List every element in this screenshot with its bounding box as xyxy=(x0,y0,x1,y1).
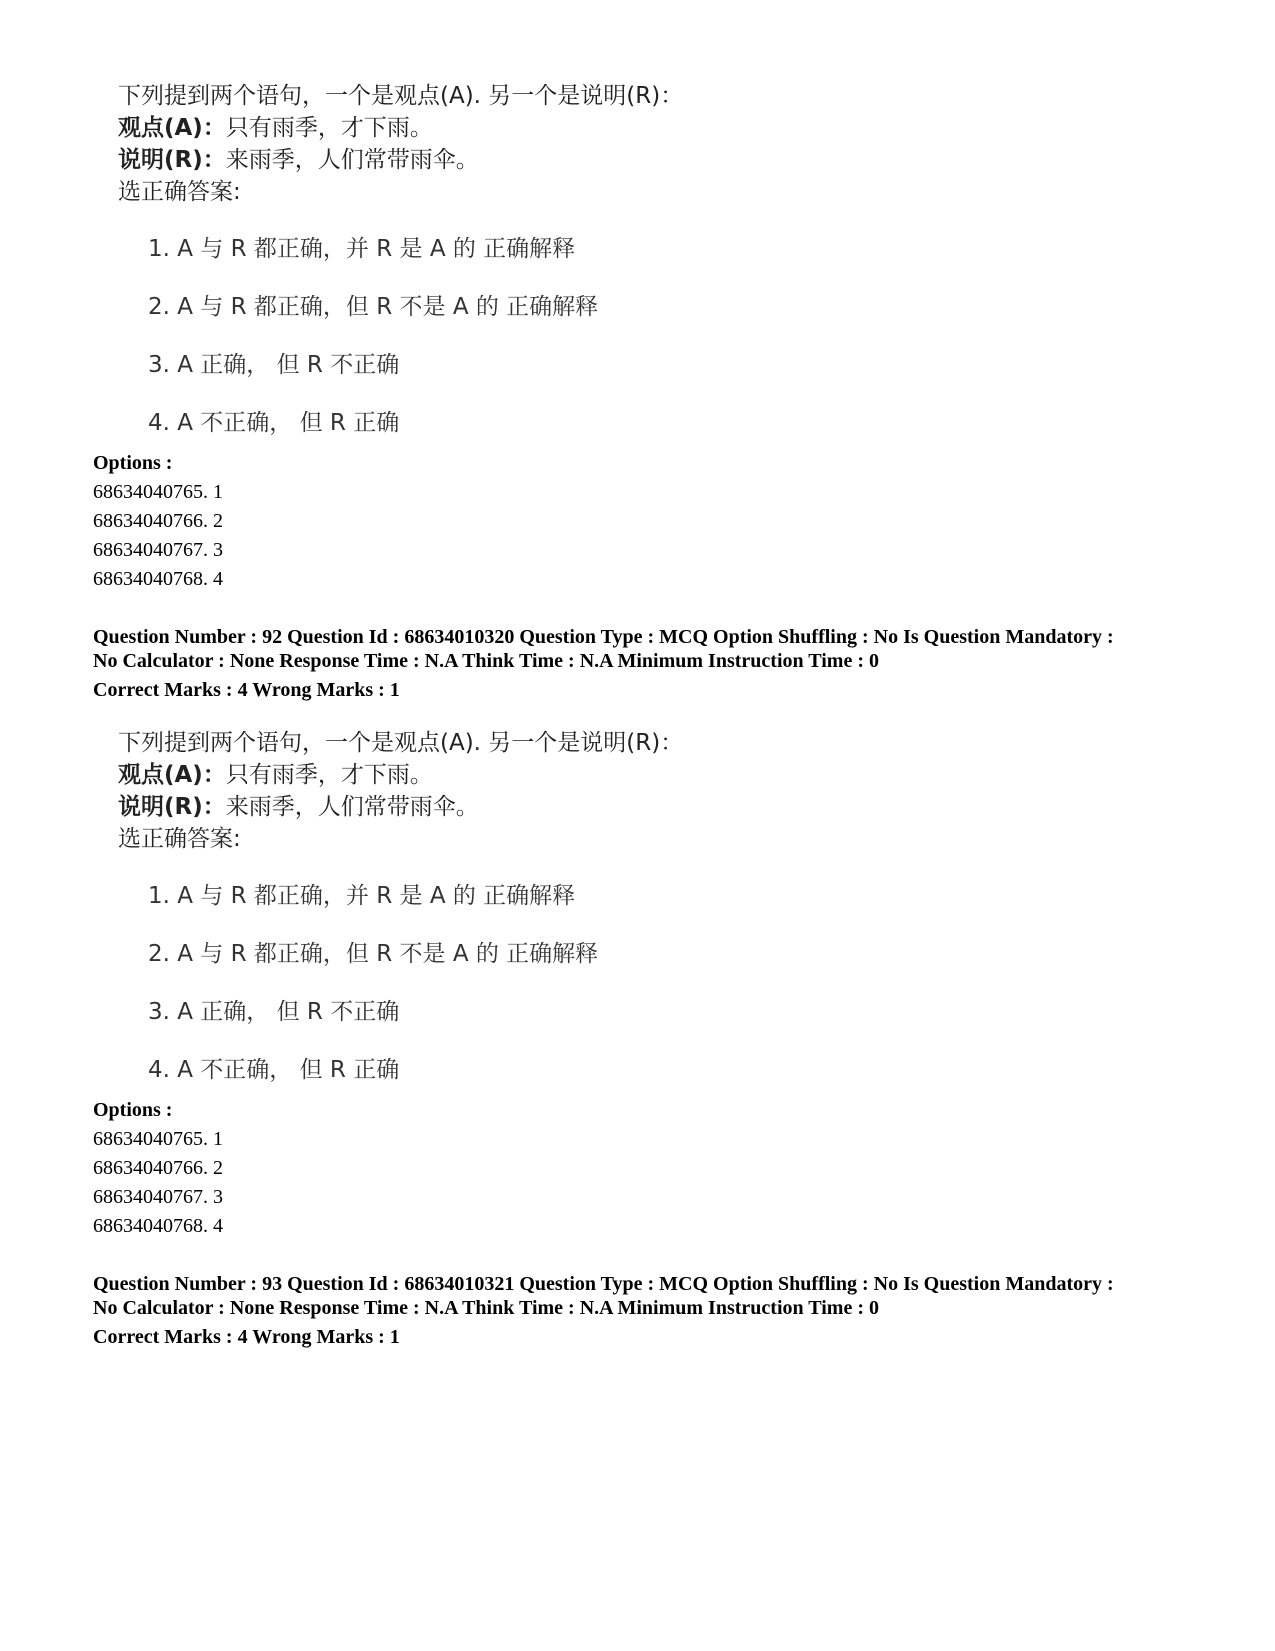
option-item: 68634040767. 3 xyxy=(93,539,223,561)
question-meta-line: No Calculator : None Response Time : N.A Think Time : N.A Minimum Instruction Time : 0 xyxy=(93,650,879,672)
assertion-line xyxy=(118,112,818,144)
reason-line xyxy=(118,144,818,176)
question-91-options xyxy=(93,449,693,594)
question-marks: Correct Marks : 4 Wrong Marks : 1 xyxy=(93,679,400,701)
options-title: Options : xyxy=(93,1099,173,1121)
question-prompt: 选正确答案: xyxy=(118,179,241,205)
question-93-header xyxy=(93,1272,1213,1349)
choice-item: 2. A 与 R 都正确，但 R 不是 A 的 正确解释 xyxy=(148,294,599,320)
question-92-image xyxy=(118,727,818,1111)
option-item: 68634040765. 1 xyxy=(93,481,223,503)
reason-text: 来雨季，人们常带雨伞。 xyxy=(225,794,479,820)
question-marks: Correct Marks : 4 Wrong Marks : 1 xyxy=(93,1326,400,1348)
choice-item: 2. A 与 R 都正确，但 R 不是 A 的 正确解释 xyxy=(148,941,599,967)
choice-list xyxy=(118,879,818,1111)
option-item: 68634040768. 4 xyxy=(93,568,223,590)
question-92-header xyxy=(93,625,1213,702)
option-item: 68634040765. 1 xyxy=(93,1128,223,1150)
option-item: 68634040768. 4 xyxy=(93,1215,223,1237)
choice-item: 3. A 正确， 但 R 不正确 xyxy=(148,352,400,378)
option-item: 68634040767. 3 xyxy=(93,1186,223,1208)
options-title: Options : xyxy=(93,452,173,474)
question-meta-line: No Calculator : None Response Time : N.A Think Time : N.A Minimum Instruction Time : 0 xyxy=(93,1297,879,1319)
choice-item: 1. A 与 R 都正确，并 R 是 A 的 正确解释 xyxy=(148,883,576,909)
question-meta-line: Question Number : 93 Question Id : 68634010321 Question Type : MCQ Option Shuffling : No Is Question Mandatory : xyxy=(93,1273,1114,1295)
question-intro: 下列提到两个语句，一个是观点(A). 另一个是说明(R)： xyxy=(118,730,684,756)
choice-item: 1. A 与 R 都正确，并 R 是 A 的 正确解释 xyxy=(148,236,576,262)
choice-item: 4. A 不正确， 但 R 正确 xyxy=(148,1057,400,1083)
reason-label: 说明(R)： xyxy=(118,794,226,820)
assertion-label: 观点(A)： xyxy=(118,762,226,788)
question-intro: 下列提到两个语句，一个是观点(A). 另一个是说明(R)： xyxy=(118,83,684,109)
question-prompt: 选正确答案: xyxy=(118,826,241,852)
choice-item: 3. A 正确， 但 R 不正确 xyxy=(148,999,400,1025)
question-91-image xyxy=(118,80,818,464)
reason-line xyxy=(118,791,818,823)
option-item: 68634040766. 2 xyxy=(93,510,223,532)
assertion-line xyxy=(118,759,818,791)
assertion-text: 只有雨季，才下雨。 xyxy=(225,762,433,788)
question-92-options xyxy=(93,1096,693,1241)
reason-label: 说明(R)： xyxy=(118,147,226,173)
option-item: 68634040766. 2 xyxy=(93,1157,223,1179)
assertion-text: 只有雨季，才下雨。 xyxy=(225,115,433,141)
choice-list xyxy=(118,232,818,464)
choice-item: 4. A 不正确， 但 R 正确 xyxy=(148,410,400,436)
assertion-label: 观点(A)： xyxy=(118,115,226,141)
reason-text: 来雨季，人们常带雨伞。 xyxy=(225,147,479,173)
question-meta-line: Question Number : 92 Question Id : 68634010320 Question Type : MCQ Option Shuffling : No Is Question Mandatory : xyxy=(93,626,1114,648)
